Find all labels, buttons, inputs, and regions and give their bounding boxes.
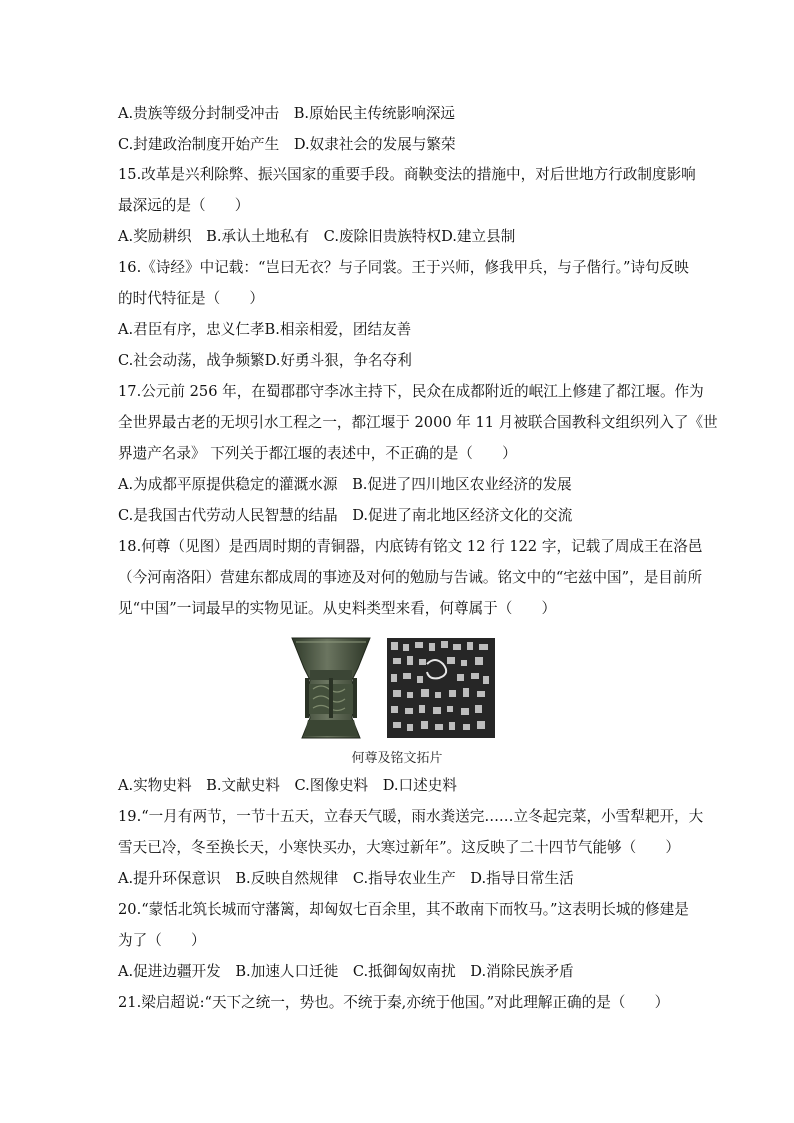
figure-caption: 何尊及铭文拓片 — [351, 751, 443, 766]
text-line: A.实物史料 B.文献史料 C.图像史料 D.口述史料 — [118, 777, 457, 794]
text-line: 的时代特征是（ ） — [118, 290, 264, 307]
text-line: C.封建政治制度开始产生 D.奴隶社会的发展与繁荣 — [118, 136, 456, 153]
text-line: 为了（ ） — [118, 932, 206, 949]
he-zun-figure — [286, 634, 496, 742]
text-line: 18.何尊（见图）是西周时期的青铜器，内底铸有铭文 12 行 122 字，记载了周成王在洛邑 — [118, 538, 703, 555]
text-line: 最深远的是（ ） — [118, 197, 250, 214]
text-line: 全世界最古老的无坝引水工程之一，都江堰于 2000 年 11 月被联合国教科文组织列入了《世 — [118, 414, 718, 431]
text-line: 界遗产名录》 下列关于都江堰的表述中，不正确的是（ ） — [118, 445, 517, 462]
text-line: C.是我国古代劳动人民智慧的结晶 D.促进了南北地区经济文化的交流 — [118, 507, 573, 524]
text-line: 雪天已冷，冬至换长天，小寒快买办，大寒过新年”。这反映了二十四节气能够（ ） — [118, 839, 681, 856]
text-line: A.君臣有序，忠义仁孝B.相亲相爱，团结友善 — [118, 321, 412, 338]
text-line: 16.《诗经》中记载：“岂曰无衣？与子同裳。王于兴师，修我甲兵，与子偕行。”诗句反映 — [118, 259, 689, 276]
text-line: 见“中国”一词最早的实物见证。从史料类型来看，何尊属于（ ） — [118, 600, 557, 617]
text-line: A.为成都平原提供稳定的灌溉水源 B.促进了四川地区农业经济的发展 — [118, 476, 572, 493]
text-line: A.促进边疆开发 B.加速人口迁徙 C.抵御匈奴南扰 D.消除民族矛盾 — [118, 963, 574, 980]
text-line: 19.“一月有两节，一节十五天，立春天气暖，雨水粪送完……立冬起完菜，小雪犁耙开，大 — [118, 808, 704, 825]
text-line: 20.“蒙恬北筑长城而守藩篱，却匈奴七百余里，其不敢南下而牧马。”这表明长城的修建是 — [118, 901, 689, 918]
text-line: 21.梁启超说:“天下之统一，势也。不统于秦,亦统于他国。”对此理解正确的是（ ） — [118, 994, 670, 1011]
text-line: C.社会动荡，战争频繁D.好勇斗狠，争名夺利 — [118, 352, 412, 369]
text-line: （今河南洛阳）营建东都成周的事迹及对何的勉励与告诫。铭文中的“宅兹中国”，是目前所 — [118, 569, 703, 586]
text-line: A.奖励耕织 B.承认土地私有 C.废除旧贵族特权D.建立县制 — [118, 228, 516, 245]
text-line: 15.改革是兴利除弊、振兴国家的重要手段。商鞅变法的措施中，对后世地方行政制度影响 — [118, 166, 696, 183]
text-line: A.贵族等级分封制受冲击 B.原始民主传统影响深远 — [118, 105, 456, 122]
he-zun-bronze-vessel-image — [286, 634, 376, 742]
text-line: A.提升环保意识 B.反映自然规律 C.指导农业生产 D.指导日常生活 — [118, 870, 574, 887]
inscription-rubbing-image — [387, 638, 495, 738]
text-line: 17.公元前 256 年，在蜀郡郡守李冰主持下，民众在成都附近的岷江上修建了都江堰。作为 — [118, 383, 704, 400]
